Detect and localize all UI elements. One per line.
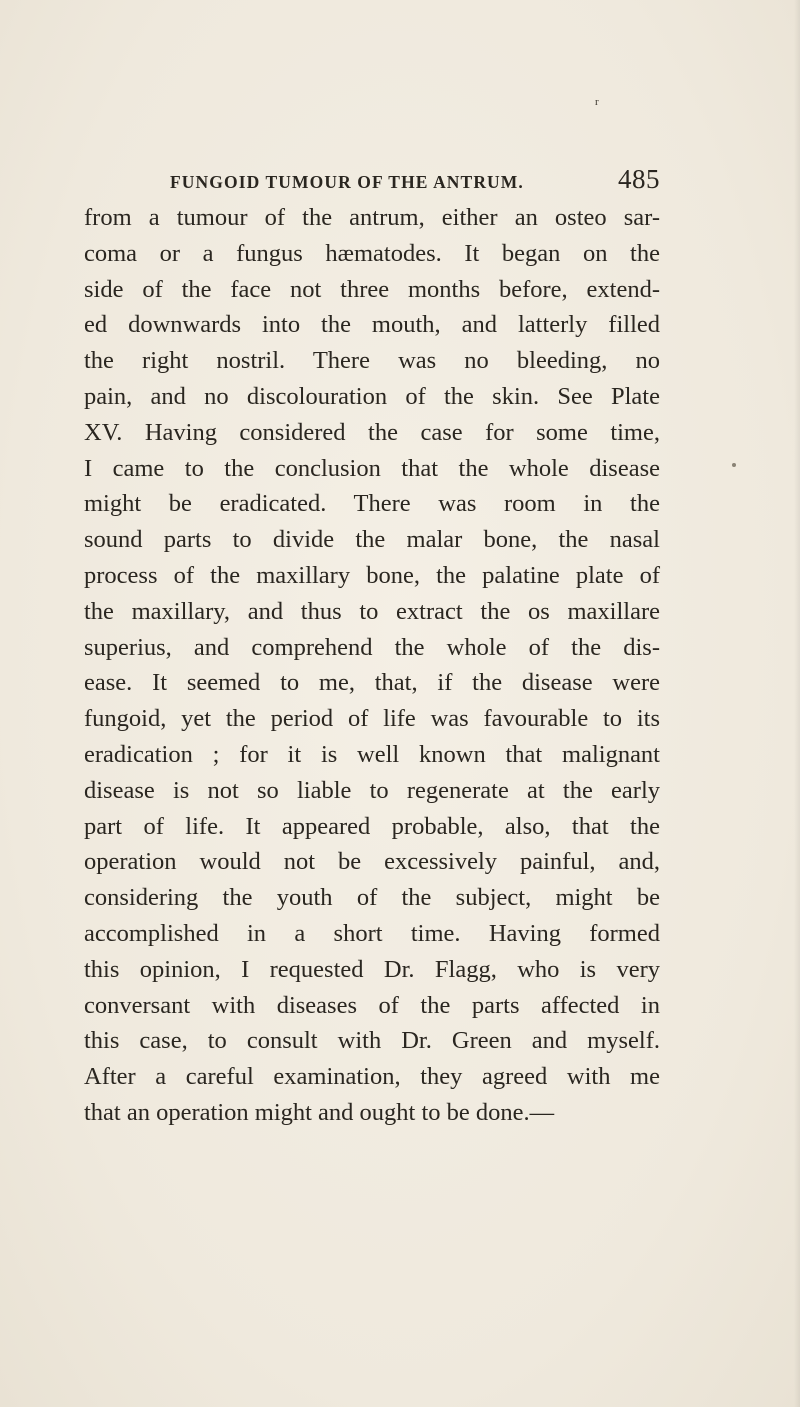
text-line: side of the face not three months before, extend- bbox=[84, 275, 660, 303]
text-line: superius, and comprehend the whole of the dis- bbox=[84, 633, 660, 661]
running-title: FUNGOID TUMOUR OF THE ANTRUM. bbox=[170, 172, 524, 192]
text-line: fungoid, yet the period of life was favourable to its bbox=[84, 705, 660, 733]
text-line: considering the youth of the subject, might be bbox=[84, 884, 660, 912]
text-line: might be eradicated. There was room in the bbox=[84, 490, 660, 518]
page-number: 485 bbox=[618, 164, 660, 194]
text-line: the maxillary, and thus to extract the os maxillare bbox=[84, 597, 660, 625]
text-line: accomplished in a short time. Having formed bbox=[84, 919, 660, 947]
text-line: ed downwards into the mouth, and latterly filled bbox=[84, 311, 660, 339]
text-line: the right nostril. There was no bleeding, no bbox=[84, 347, 660, 375]
text-line: part of life. It appeared probable, also, that the bbox=[84, 812, 660, 840]
text-line: operation would not be excessively painful, and, bbox=[84, 848, 660, 876]
text-line: sound parts to divide the malar bone, the nasal bbox=[84, 526, 660, 554]
page-header bbox=[170, 164, 660, 200]
text-line: disease is not so liable to regenerate at the early bbox=[84, 776, 660, 804]
text-line: this opinion, I requested Dr. Flagg, who is very bbox=[84, 955, 660, 983]
text-line: process of the maxillary bone, the palatine plate of bbox=[84, 561, 660, 589]
text-line: I came to the conclusion that the whole disease bbox=[84, 454, 660, 482]
text-line: from a tumour of the antrum, either an osteo sar- bbox=[84, 204, 660, 231]
text-line: eradication ; for it is well known that malignant bbox=[84, 740, 660, 768]
text-line-last: that an operation might and ought to be done.— bbox=[84, 1098, 555, 1126]
text-line: ease. It seemed to me, that, if the disease were bbox=[84, 669, 660, 697]
text-line: coma or a fungus hæmatodes. It began on the bbox=[84, 239, 660, 267]
top-ink-mark: r bbox=[595, 96, 599, 108]
text-line: conversant with diseases of the parts affected in bbox=[84, 991, 660, 1019]
page-edge-shadow bbox=[794, 0, 800, 1407]
text-line: After a careful examination, they agreed with me bbox=[84, 1063, 660, 1091]
body-text bbox=[84, 200, 660, 1131]
text-line: XV. Having considered the case for some time, bbox=[84, 418, 660, 446]
text-line: pain, and no discolouration of the skin. See Plate bbox=[84, 382, 660, 410]
text-line: this case, to consult with Dr. Green and myself. bbox=[84, 1027, 660, 1055]
margin-ink-speck bbox=[732, 463, 736, 467]
